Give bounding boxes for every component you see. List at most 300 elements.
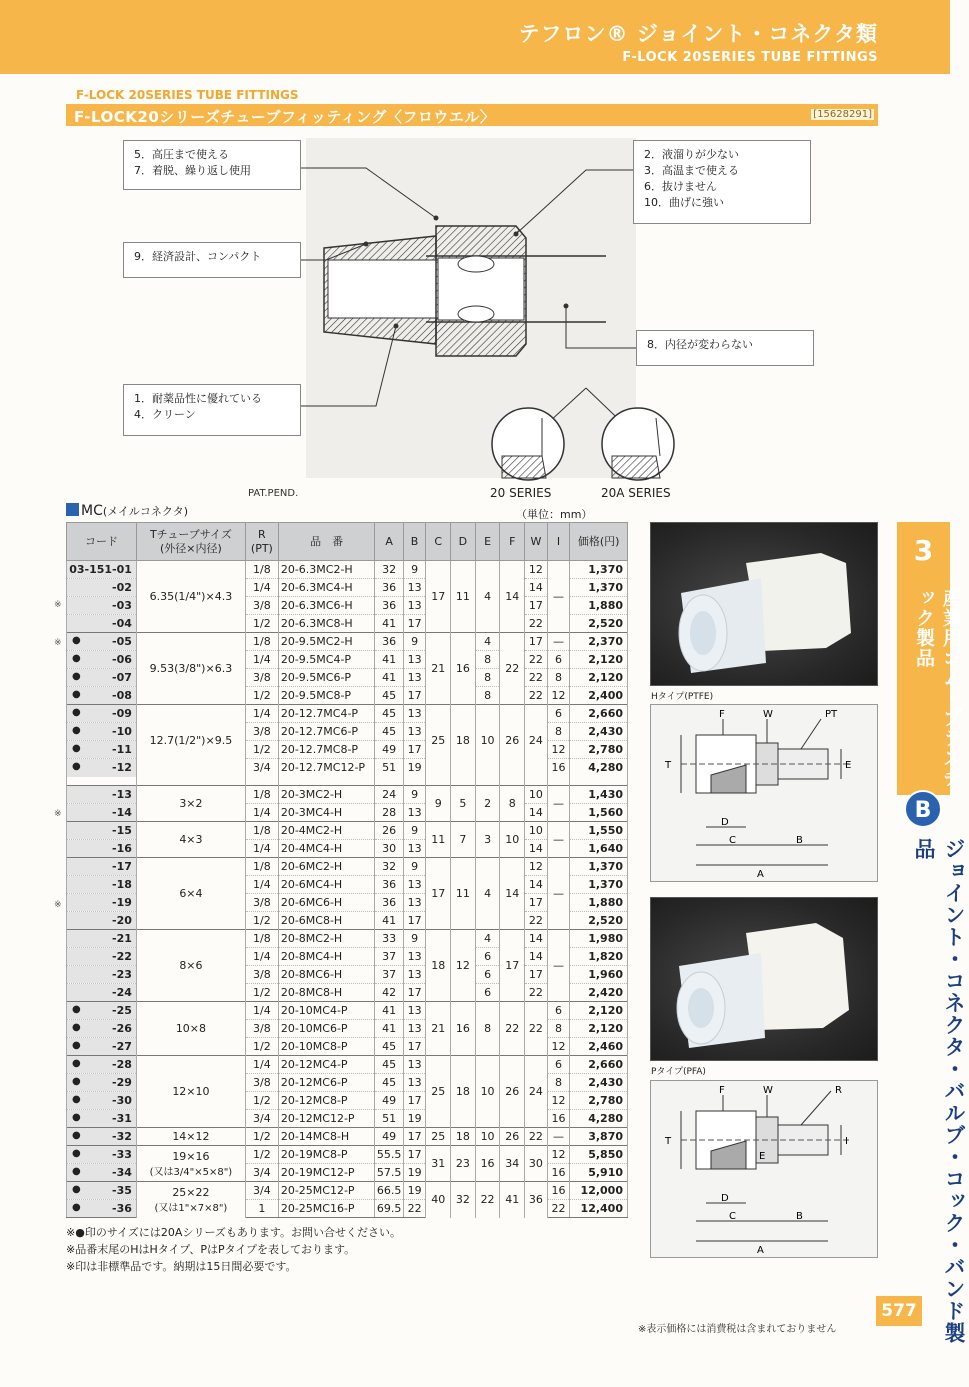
cell-b: 13 (403, 1002, 426, 1020)
table-row (67, 1182, 628, 1200)
cell-c: 17 (426, 858, 451, 930)
patent-pending: PAT.PEND. (248, 488, 299, 499)
cell-e: 8 (475, 687, 500, 705)
category-side-tab (897, 522, 966, 1362)
cell-a: 41 (375, 669, 403, 687)
code-text: -08 (112, 689, 132, 702)
code-text: -21 (112, 932, 132, 945)
cell-i: 12 (547, 741, 570, 759)
tube-size-main: 4×3 (179, 833, 203, 846)
callout-line: 3．高温まで使える (644, 164, 739, 177)
cell-e: 6 (475, 984, 500, 1002)
cell-price: 4,280 (570, 759, 628, 777)
code-text: -10 (112, 725, 132, 738)
cell-f: 26 (500, 1056, 525, 1128)
code-text: -16 (112, 842, 132, 855)
cell-part-number: 20-4MC4-H (278, 840, 375, 858)
spec-table-body (67, 561, 628, 1218)
cell-b: 9 (403, 822, 426, 840)
cell-b: 13 (403, 894, 426, 912)
cell-price: 1,820 (570, 948, 628, 966)
cell-r: 3/4 (245, 1110, 278, 1128)
cell-f: 34 (500, 1146, 525, 1182)
subcategory-label: ジョイント・コネクタ・バルブ・コック・バンド製品 (912, 838, 966, 1344)
code-text: -14 (112, 806, 132, 819)
p-type-photo (650, 897, 878, 1061)
th-r-main: R (258, 527, 266, 541)
cell-w: 24 (525, 1056, 548, 1128)
cell-b: 13 (403, 840, 426, 858)
cell-part-number: 20-8MC8-H (278, 984, 375, 1002)
cell-part-number: 20-8MC4-H (278, 948, 375, 966)
cell-a: 69.5 (375, 1200, 403, 1218)
dim-label-f: F (719, 709, 725, 720)
dim-label-e: E (845, 760, 852, 771)
cell-price: 2,460 (570, 1038, 628, 1056)
cell-tube-size (136, 561, 245, 633)
cell-b: 17 (403, 1146, 426, 1164)
unit-label: （単位：mm） (516, 508, 593, 521)
cell-tube-size (136, 633, 245, 705)
cell-r: 1/2 (245, 687, 278, 705)
gap-cell (570, 777, 628, 786)
gap-cell (375, 777, 403, 786)
cell-tube-size (136, 822, 245, 858)
cell-tube-size (136, 1002, 245, 1056)
th-d: D (451, 523, 476, 561)
cell-i: 8 (547, 723, 570, 741)
cell-price: 1,370 (570, 858, 628, 876)
code-text: -09 (112, 707, 132, 720)
cell-a: 32 (375, 858, 403, 876)
cell-a: 49 (375, 741, 403, 759)
cell-e: 10 (475, 1056, 500, 1128)
cell-w: 22 (525, 1002, 548, 1056)
callout-line: 1．耐薬品性に優れている (134, 392, 262, 405)
table-row (67, 633, 628, 651)
cell-a: 30 (375, 840, 403, 858)
cell-part-number: 20-12MC12-P (278, 1110, 375, 1128)
callout-line: 9．経済設計、コンパクト (134, 250, 262, 263)
cell-r: 3/8 (245, 597, 278, 615)
cell-price: 2,660 (570, 1056, 628, 1074)
cell-part-number: 20-6MC2-H (278, 858, 375, 876)
cell-price: 2,780 (570, 741, 628, 759)
mc-section-title (66, 503, 188, 519)
cell-code (67, 1182, 137, 1200)
table-row (67, 705, 628, 723)
cell-d: 16 (451, 633, 476, 705)
code-text: -28 (112, 1058, 132, 1071)
table-row (67, 1128, 628, 1146)
cell-part-number: 20-9.5MC6-P (278, 669, 375, 687)
nonstandard-mark: ※ (54, 638, 62, 648)
cell-i: 12 (547, 1146, 570, 1164)
cell-a: 24 (375, 786, 403, 804)
cell-w: 17 (525, 597, 548, 615)
cell-code (67, 1092, 137, 1110)
cell-part-number: 20-9.5MC2-H (278, 633, 375, 651)
cell-code (67, 1128, 137, 1146)
cell-e: 4 (475, 930, 500, 948)
gap-cell (525, 777, 548, 786)
cell-b: 22 (403, 1200, 426, 1218)
code-text: -20 (112, 914, 132, 927)
cell-tube-size (136, 1146, 245, 1182)
cell-i: — (547, 561, 570, 633)
dim-label-f: F (719, 1085, 725, 1096)
cell-i: — (547, 633, 570, 651)
cell-code (67, 615, 137, 633)
series-20a-dot: ● (72, 653, 81, 664)
cell-c: 31 (426, 1146, 451, 1182)
cell-price: 1,430 (570, 786, 628, 804)
cell-tube-size (136, 930, 245, 1002)
cell-i: 16 (547, 759, 570, 777)
cell-r: 1/8 (245, 858, 278, 876)
cell-f: 26 (500, 705, 525, 777)
cell-r: 1/8 (245, 633, 278, 651)
p-type-caption: Pタイプ(PFA) (651, 1067, 706, 1077)
dim-label-a: A (757, 869, 764, 880)
gap-cell (67, 777, 137, 786)
tax-note: ※表示価格には消費税は含まれておりません (638, 1324, 837, 1335)
cell-d: 16 (451, 1002, 476, 1056)
tube-size-main: 6.35(1/4")×4.3 (149, 590, 233, 603)
cell-code (67, 1038, 137, 1056)
series-20a-dot: ● (72, 761, 81, 772)
gap-cell (278, 777, 375, 786)
cell-r: 3/8 (245, 669, 278, 687)
cell-w: 14 (525, 840, 548, 858)
cell-d: 18 (451, 1128, 476, 1146)
cell-part-number: 20-14MC8-H (278, 1128, 375, 1146)
th-price: 価格(円) (570, 523, 628, 561)
cell-price: 1,370 (570, 579, 628, 597)
cell-part-number: 20-19MC8-P (278, 1146, 375, 1164)
cell-code (67, 759, 137, 777)
code-text: -07 (112, 671, 132, 684)
series-20a-dot: ● (72, 707, 81, 718)
cell-part-number: 20-10MC6-P (278, 1020, 375, 1038)
callout-mid-right (636, 330, 814, 366)
cell-a: 28 (375, 804, 403, 822)
cell-d: 18 (451, 1056, 476, 1128)
code-text: -12 (112, 761, 132, 775)
cell-d: 11 (451, 561, 476, 633)
h-type-fitting-image (651, 523, 879, 687)
gap-cell (475, 777, 500, 786)
th-w: W (525, 523, 548, 561)
cell-part-number: 20-12MC8-P (278, 1092, 375, 1110)
code-text: -04 (112, 617, 132, 630)
cell-a: 55.5 (375, 1146, 403, 1164)
th-size-main: Tチューブサイズ (149, 527, 232, 541)
cell-e: 4 (475, 633, 500, 651)
cell-f: 14 (500, 858, 525, 930)
series-20a-dot: ● (72, 1202, 81, 1213)
cell-r: 1/4 (245, 876, 278, 894)
h-type-caption: Hタイプ(PTFE) (651, 692, 714, 702)
cell-w: 22 (525, 687, 548, 705)
cell-a: 36 (375, 876, 403, 894)
cell-w: 22 (525, 984, 548, 1002)
tube-size-main: 25×22 (172, 1185, 210, 1199)
cell-code (67, 579, 137, 597)
cell-part-number: 20-10MC4-P (278, 1002, 375, 1020)
section-en-label: F-LOCK 20SERIES TUBE FITTINGS (76, 88, 299, 102)
cell-a: 49 (375, 1092, 403, 1110)
cell-part-number: 20-4MC2-H (278, 822, 375, 840)
cell-code (67, 984, 137, 1002)
cell-a: 45 (375, 687, 403, 705)
blue-square-icon (66, 503, 79, 516)
tube-size-main: 19×16 (172, 1149, 210, 1163)
cell-e: 2 (475, 786, 500, 822)
cell-i: 6 (547, 1056, 570, 1074)
cell-b: 13 (403, 723, 426, 741)
tube-size-main: 12.7(1/2")×9.5 (149, 734, 233, 748)
cell-e: 4 (475, 858, 500, 930)
cell-part-number: 20-25MC16-P (278, 1200, 375, 1218)
cell-i: 16 (547, 1110, 570, 1128)
cell-r: 3/4 (245, 759, 278, 777)
cell-b: 17 (403, 1128, 426, 1146)
category-band (897, 580, 962, 795)
cell-c: 25 (426, 705, 451, 777)
dim-label-d: D (721, 1193, 729, 1204)
cell-tube-size (136, 1056, 245, 1128)
cell-w: 22 (525, 615, 548, 633)
cell-r: 1/4 (245, 705, 278, 723)
callout-mid-left (123, 242, 301, 278)
cell-w: 22 (525, 651, 548, 669)
cell-code (67, 597, 137, 615)
cell-r: 1/4 (245, 804, 278, 822)
cell-a: 41 (375, 615, 403, 633)
cell-i: 6 (547, 705, 570, 723)
cell-i: 16 (547, 1182, 570, 1200)
cell-e: 8 (475, 669, 500, 687)
cell-c: 18 (426, 930, 451, 1002)
dim-label-i: I (845, 1136, 848, 1147)
page-number: 577 (876, 1296, 922, 1326)
cell-f: 17 (500, 930, 525, 1002)
cell-price: 2,780 (570, 1092, 628, 1110)
spec-table (66, 522, 628, 1218)
cell-a: 26 (375, 822, 403, 840)
code-text: -30 (112, 1094, 132, 1107)
code-text: -05 (112, 635, 132, 648)
cell-part-number: 20-6.3MC4-H (278, 579, 375, 597)
dim-label-t: T (665, 760, 672, 771)
th-size-sub: (外径×内径) (160, 541, 222, 555)
cell-f: 14 (500, 561, 525, 633)
tube-size-main: 8×6 (179, 959, 203, 972)
tube-size-main: 6×4 (179, 887, 203, 900)
series-20a-dot: ● (72, 1076, 81, 1087)
cell-w: 17 (525, 894, 548, 912)
p-type-dimension-drawing (650, 1080, 878, 1258)
cell-b: 13 (403, 579, 426, 597)
callout-line: 5．高圧まで使える (134, 148, 229, 161)
dim-label-c: C (729, 835, 736, 846)
cell-b: 13 (403, 705, 426, 723)
code-text: -25 (112, 1004, 132, 1017)
th-f: F (500, 523, 525, 561)
cell-a: 57.5 (375, 1164, 403, 1182)
cell-price: 1,370 (570, 561, 628, 579)
cell-r: 1/2 (245, 1146, 278, 1164)
nonstandard-mark: ※ (54, 900, 62, 910)
cell-a: 45 (375, 723, 403, 741)
section-title: F-LOCK20シリーズチューブフィッティング〈フロウエル〉 (74, 108, 496, 126)
tube-size-main: 12×10 (172, 1085, 210, 1098)
cell-c: 21 (426, 1002, 451, 1056)
cell-price: 1,560 (570, 804, 628, 822)
cell-code (67, 822, 137, 840)
cell-r: 1/8 (245, 786, 278, 804)
cell-b: 13 (403, 597, 426, 615)
cell-w: 22 (525, 912, 548, 930)
cell-r: 1/2 (245, 984, 278, 1002)
cell-d: 23 (451, 1146, 476, 1182)
dim-label-a: A (757, 1245, 764, 1256)
series-20a-dot: ● (72, 725, 81, 736)
cell-part-number: 20-6.3MC6-H (278, 597, 375, 615)
series-20a-dot: ● (72, 1130, 81, 1141)
cell-tube-size (136, 786, 245, 822)
cell-r: 3/8 (245, 894, 278, 912)
cell-w: 14 (525, 804, 548, 822)
tube-size-main: 10×8 (175, 1022, 207, 1035)
cell-code (67, 1056, 137, 1074)
h-type-dim-svg (651, 705, 879, 883)
cell-f: 26 (500, 1128, 525, 1146)
cell-tube-size (136, 1182, 245, 1218)
code-text: -13 (112, 788, 132, 801)
cell-c: 21 (426, 633, 451, 705)
cell-price: 2,120 (570, 1002, 628, 1020)
series-20a-dot: ● (72, 1112, 81, 1123)
cell-e: 4 (475, 561, 500, 633)
cell-b: 9 (403, 930, 426, 948)
gap-cell (403, 777, 426, 786)
cell-d: 18 (451, 705, 476, 777)
code-text: -24 (112, 986, 132, 999)
cell-w: 14 (525, 876, 548, 894)
cell-b: 13 (403, 948, 426, 966)
cell-d: 7 (451, 822, 476, 858)
table-row (67, 561, 628, 579)
th-b: B (403, 523, 426, 561)
cell-tube-size (136, 858, 245, 930)
cell-code (67, 705, 137, 723)
cell-a: 45 (375, 1074, 403, 1092)
dim-label-e: E (759, 1151, 766, 1162)
cell-d: 12 (451, 930, 476, 1002)
cell-b: 17 (403, 1092, 426, 1110)
cell-e: 10 (475, 705, 500, 777)
cell-code (67, 894, 137, 912)
cell-part-number: 20-12.7MC12-P (278, 759, 375, 777)
dim-label-r: R (835, 1085, 842, 1096)
cell-w: 22 (525, 1128, 548, 1146)
cell-w: 36 (525, 1182, 548, 1218)
cell-code (67, 723, 137, 741)
header-subtitle: F-LOCK 20SERIES TUBE FITTINGS (622, 50, 878, 65)
cell-i: 12 (547, 687, 570, 705)
cell-r: 1/8 (245, 930, 278, 948)
table-row (67, 1056, 628, 1074)
cell-w: 12 (525, 858, 548, 876)
code-text: -19 (112, 896, 132, 909)
cell-w: 10 (525, 786, 548, 804)
cell-b: 13 (403, 1020, 426, 1038)
cell-price: 1,880 (570, 894, 628, 912)
table-row (67, 1002, 628, 1020)
cell-c: 11 (426, 822, 451, 858)
h-type-dimension-drawing (650, 704, 878, 882)
header-title: テフロン® ジョイント・コネクタ類 (518, 22, 878, 46)
cell-r: 1/8 (245, 561, 278, 579)
cell-part-number: 20-9.5MC4-P (278, 651, 375, 669)
cell-f: 22 (500, 633, 525, 705)
cell-w: 22 (525, 669, 548, 687)
cell-price: 2,430 (570, 723, 628, 741)
cell-a: 42 (375, 984, 403, 1002)
tube-size-alt: (又は3/4"×5×8") (149, 1166, 233, 1178)
code-text: -15 (112, 824, 132, 837)
code-text: -27 (112, 1040, 132, 1053)
th-r-sub: (PT) (250, 541, 273, 555)
dim-label-b: B (796, 1211, 803, 1222)
cell-d: 5 (451, 786, 476, 822)
cell-w: 17 (525, 633, 548, 651)
section-title-bar (66, 104, 878, 126)
cell-code (67, 858, 137, 876)
dim-label-c: C (729, 1211, 736, 1222)
cell-r: 3/8 (245, 723, 278, 741)
cell-a: 41 (375, 1002, 403, 1020)
cell-part-number: 20-8MC6-H (278, 966, 375, 984)
cell-price: 4,280 (570, 1110, 628, 1128)
cell-r: 1/2 (245, 1038, 278, 1056)
callout-line: 7．着脱、繰り返し使用 (134, 164, 251, 177)
cell-r: 1/4 (245, 840, 278, 858)
p-type-fitting-image (651, 898, 879, 1062)
subcategory-letter: B (904, 790, 942, 828)
cell-b: 13 (403, 966, 426, 984)
cell-w: 14 (525, 930, 548, 948)
cell-i: — (547, 822, 570, 858)
cell-b: 17 (403, 912, 426, 930)
cell-a: 36 (375, 633, 403, 651)
table-row (67, 930, 628, 948)
cell-part-number: 20-6MC4-H (278, 876, 375, 894)
cell-a: 36 (375, 579, 403, 597)
cell-r: 3/8 (245, 1020, 278, 1038)
cell-w: 14 (525, 948, 548, 966)
cell-price: 2,430 (570, 1074, 628, 1092)
cell-d: 11 (451, 858, 476, 930)
series-20a-dot: ● (72, 1022, 81, 1033)
cell-e: 3 (475, 822, 500, 858)
code-text: -31 (112, 1112, 132, 1125)
cell-a: 51 (375, 1110, 403, 1128)
cell-part-number: 20-3MC4-H (278, 804, 375, 822)
dim-label-w: W (763, 709, 773, 720)
